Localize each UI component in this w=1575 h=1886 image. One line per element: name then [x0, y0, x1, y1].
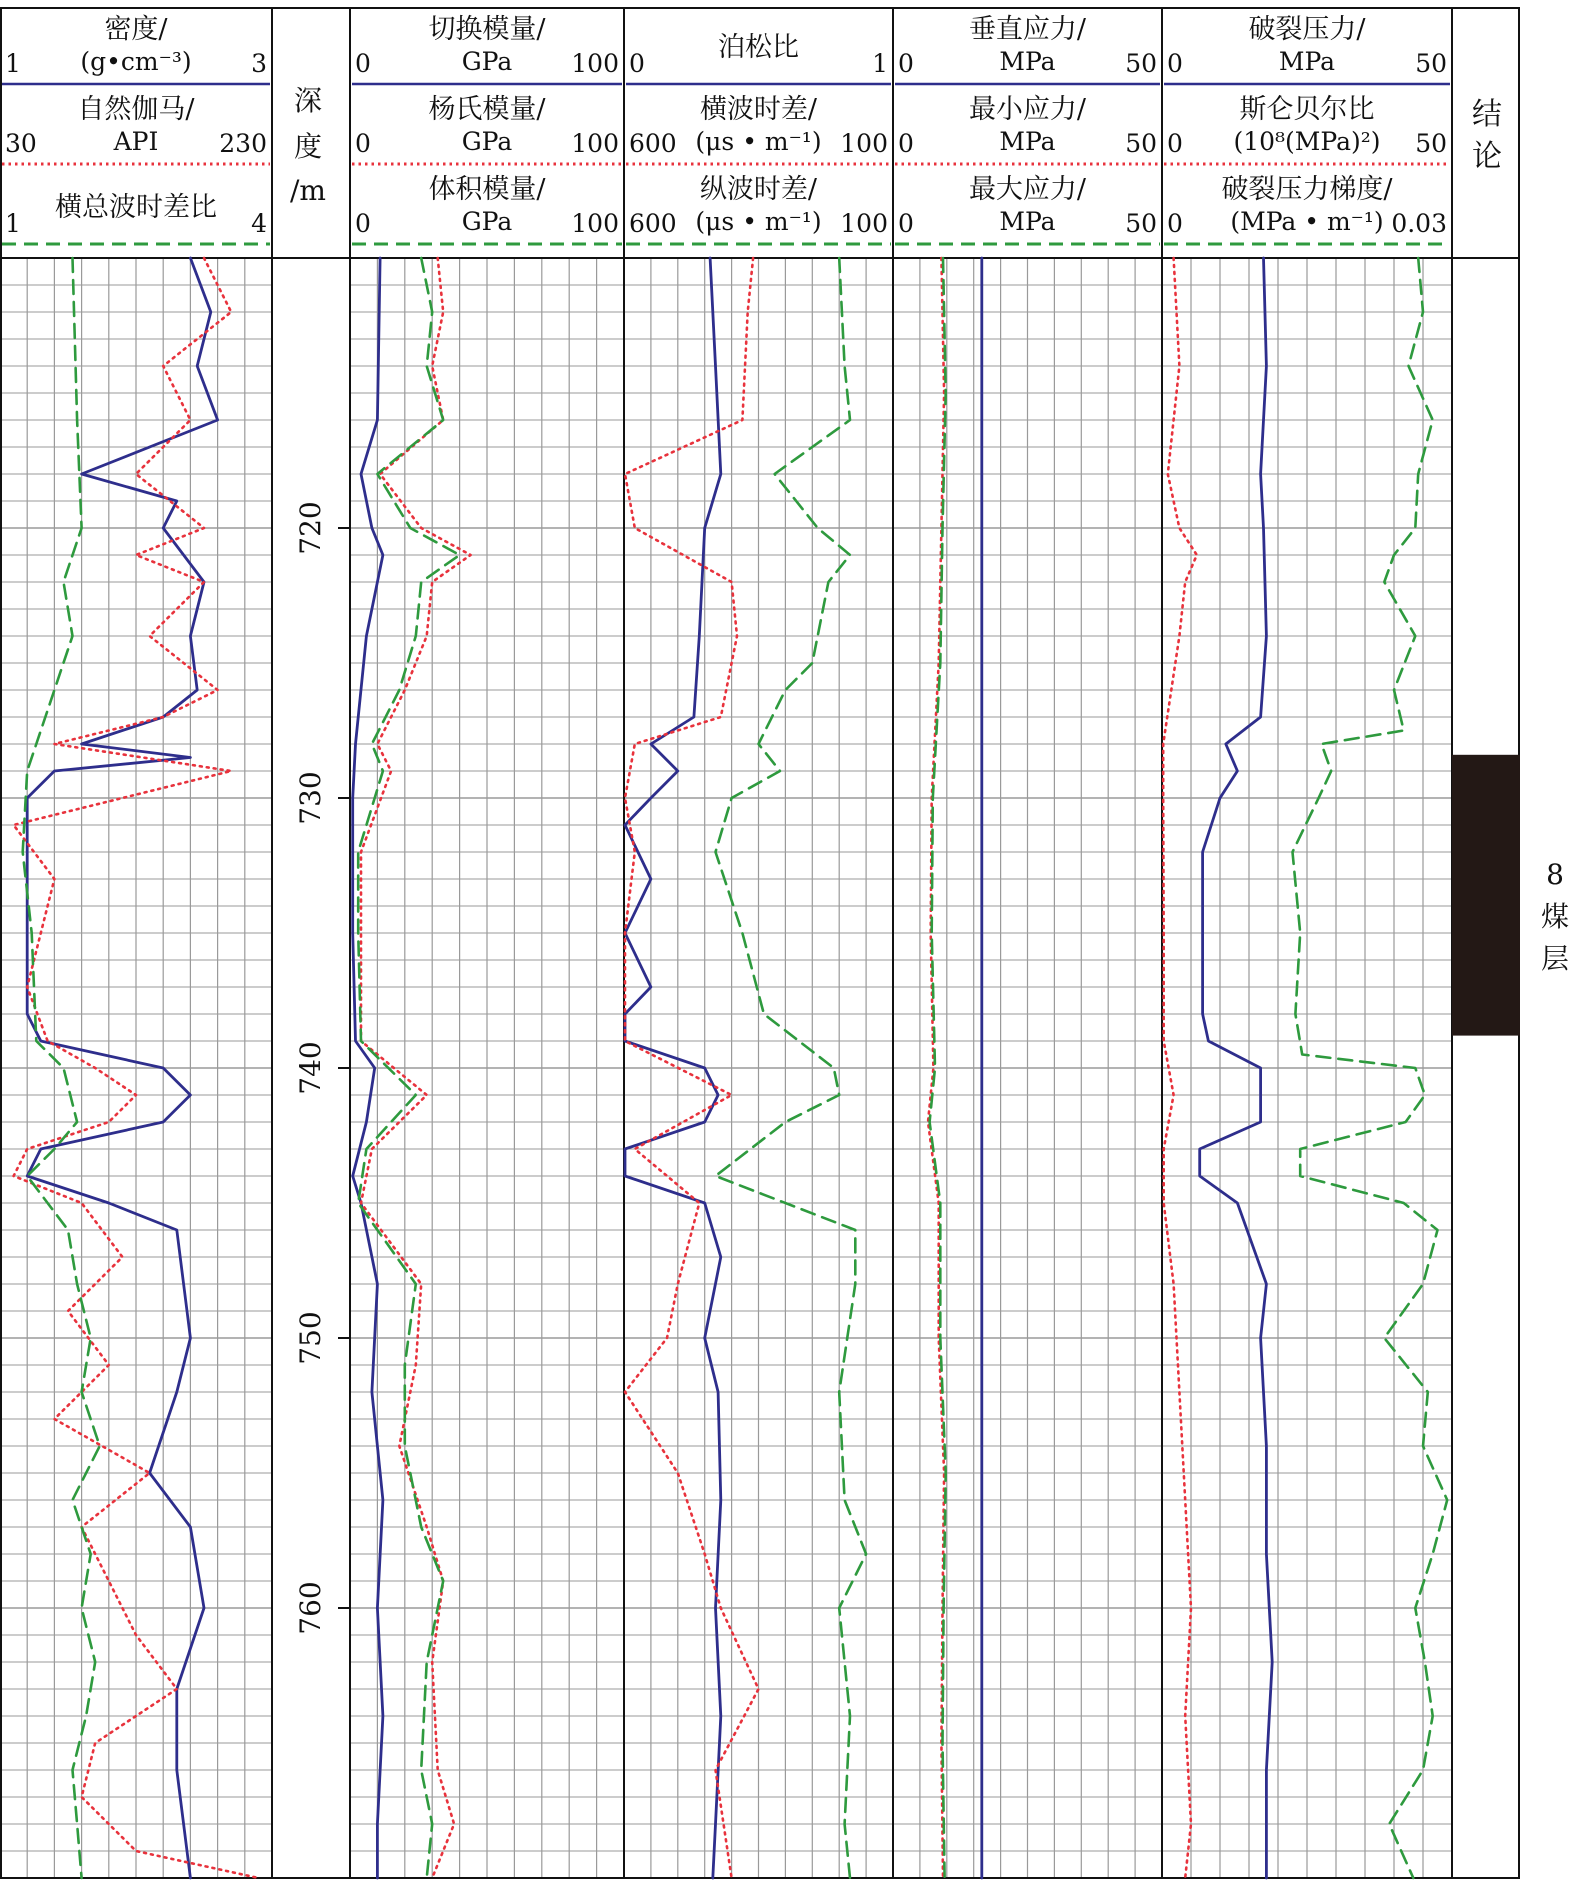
depth-tick-label: 720	[294, 501, 327, 555]
depth-axis-label-top: 深	[293, 84, 323, 117]
curve-scale-min: 0	[1167, 209, 1183, 238]
curve-scale-min: 0	[898, 209, 914, 238]
curve-header-name: 垂直应力/	[968, 14, 1087, 45]
depth-axis-label-unit: /m	[290, 174, 326, 207]
curve-header-unit: (μs • m⁻¹)	[695, 127, 822, 156]
curve-scale-min: 600	[629, 129, 677, 158]
conclusion-header-line1: 结	[1472, 97, 1502, 132]
curve-header-unit: MPa	[1278, 47, 1336, 76]
curve-scale-max: 50	[1125, 129, 1157, 158]
curve-header-name: 破裂压力梯度/	[1221, 174, 1393, 205]
curve-scale-max: 230	[219, 129, 267, 158]
depth-tick-label: 760	[294, 1581, 327, 1635]
curve-scale-max: 100	[571, 209, 619, 238]
curve-scale-max: 100	[571, 49, 619, 78]
curve-scale-max: 0.03	[1391, 209, 1447, 238]
depth-track	[290, 84, 350, 1635]
curve-header-unit: MPa	[999, 47, 1056, 76]
curve-header-unit: GPa	[461, 207, 513, 236]
curve-header-name: 横总波时差比	[55, 192, 217, 223]
curve-header-unit: MPa	[999, 207, 1056, 236]
curve-header-unit: (MPa • m⁻¹)	[1230, 207, 1384, 236]
coal-seam-label-2: 煤	[1540, 900, 1570, 933]
coal-seam-label-3: 层	[1540, 942, 1570, 975]
curve-scale-max: 100	[571, 129, 619, 158]
curve-header-name: 最小应力/	[968, 94, 1087, 125]
curve-scale-max: 50	[1415, 129, 1447, 158]
curve-header-name: 杨氏模量/	[428, 94, 546, 125]
curve-scale-max: 100	[840, 209, 888, 238]
curve-scale-min: 0	[1167, 49, 1183, 78]
curve-header-unit: (μs • m⁻¹)	[695, 207, 822, 236]
curve-scale-min: 0	[898, 49, 914, 78]
curve-header-name: 泊松比	[718, 32, 799, 63]
curve-header-name: 自然伽马/	[77, 94, 195, 125]
coal-seam-block	[1452, 755, 1520, 1036]
curve-header-unit: (10⁸(MPa)²)	[1233, 127, 1381, 156]
curve-scale-min: 0	[629, 49, 645, 78]
curve-header-name: 最大应力/	[968, 174, 1087, 205]
curve-scale-max: 1	[872, 49, 888, 78]
header-layer	[2, 14, 1450, 244]
curve-scale-min: 0	[355, 129, 371, 158]
curve-header-name: 斯仑贝尔比	[1239, 94, 1375, 125]
curve-header-unit: GPa	[461, 47, 513, 76]
curve-scale-min: 600	[629, 209, 677, 238]
frame-layer	[1, 8, 1519, 1878]
curve-scale-max: 100	[840, 129, 888, 158]
curve-header-name: 纵波时差/	[699, 174, 818, 205]
depth-axis-label-mid: 度	[293, 130, 323, 163]
curve-header-unit: MPa	[999, 127, 1056, 156]
curve-header-name: 切换模量/	[428, 14, 546, 45]
curve-header-name: 破裂压力/	[1248, 14, 1366, 45]
curve-header-unit: API	[113, 127, 159, 156]
curve-scale-min: 30	[5, 129, 37, 158]
conclusion-track	[1452, 97, 1569, 1036]
curve-header-name: 体积模量/	[428, 174, 546, 205]
curve-scale-min: 0	[1167, 129, 1183, 158]
outer-frame	[1, 8, 1519, 1878]
curve-scale-max: 4	[251, 209, 267, 238]
coal-seam-label-1: 8	[1546, 858, 1564, 891]
curve-scale-min: 1	[5, 209, 21, 238]
curve-header-name: 横波时差/	[699, 94, 818, 125]
curve-header-unit: GPa	[461, 127, 513, 156]
curve-scale-max: 50	[1125, 209, 1157, 238]
curve-scale-min: 0	[355, 49, 371, 78]
grid-layer	[0, 258, 1452, 1878]
curve-header-unit: (g•cm⁻³)	[80, 47, 192, 76]
depth-tick-label: 730	[294, 771, 327, 825]
curve-scale-min: 0	[355, 209, 371, 238]
curve-scale-max: 50	[1125, 49, 1157, 78]
conclusion-header-line2: 论	[1472, 139, 1502, 174]
curve-scale-max: 50	[1415, 49, 1447, 78]
depth-tick-label: 740	[294, 1041, 327, 1095]
curve-scale-max: 3	[251, 49, 267, 78]
curve-scale-min: 0	[898, 129, 914, 158]
depth-tick-label: 750	[294, 1311, 327, 1365]
curve-header-name: 密度/	[104, 14, 168, 45]
curve-scale-min: 1	[5, 49, 21, 78]
